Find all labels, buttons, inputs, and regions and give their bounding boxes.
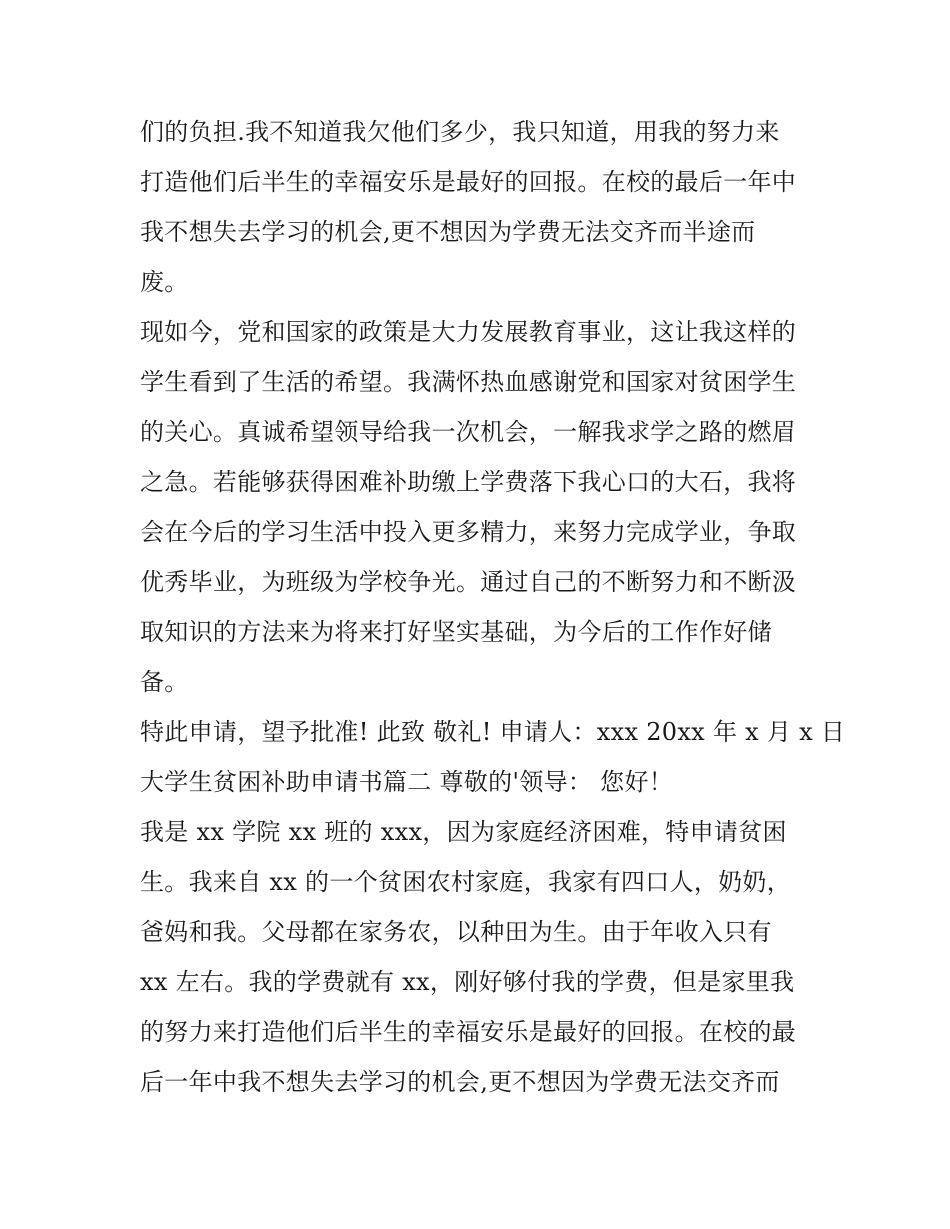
text-line: 取知识的方法来为将来打好坚实基础，为今后的工作作好储 [140,618,772,646]
text-line: 我不想失去学习的机会,更不想因为学费无法交齐而半途而 [140,218,756,246]
text-line: 生。我来自 xx 的一个贫困农村家庭，我家有四口人，奶奶， [140,868,792,896]
text-line: 会在今后的学习生活中投入更多精力，来努力完成学业，争取 [140,518,797,546]
text-line: 特此申请，望予批准! 此致 敬礼! 申请人：xxx 20xx 年 x 月 x 日 [140,718,846,746]
text-line: 学生看到了生活的希望。我满怀热血感谢党和国家对贫困学生 [140,368,797,396]
text-line: 们的负担.我不知道我欠他们多少，我只知道，用我的努力来 [140,118,780,146]
text-line: 的关心。真诚希望领导给我一次机会，一解我求学之路的燃眉 [140,418,797,446]
text-line: 大学生贫困补助申请书篇二 尊敬的'领导： 您好！ [140,768,674,796]
text-line: 的努力来打造他们后半生的幸福安乐是最好的回报。在校的最 [140,1018,797,1046]
text-line: xx 左右。我的学费就有 xx，刚好够付我的学费，但是家里我 [140,968,795,996]
text-line: 我是 xx 学院 xx 班的 xxx，因为家庭经济困难，特申请贫困 [140,818,787,846]
text-line: 备。 [140,668,189,696]
text-line: 优秀毕业，为班级为学校争光。通过自己的不断努力和不断汲 [140,568,797,596]
text-line: 后一年中我不想失去学习的机会,更不想因为学费无法交齐而 [140,1068,780,1096]
text-line: 之急。若能够获得困难补助缴上学费落下我心口的大石，我将 [140,468,797,496]
text-line: 打造他们后半生的幸福安乐是最好的回报。在校的最后一年中 [140,168,797,196]
text-line: 废。 [140,268,189,296]
text-line: 现如今，党和国家的政策是大力发展教育事业，这让我这样的 [140,318,797,346]
text-line: 爸妈和我。父母都在家务农，以种田为生。由于年收入只有 [140,918,772,946]
